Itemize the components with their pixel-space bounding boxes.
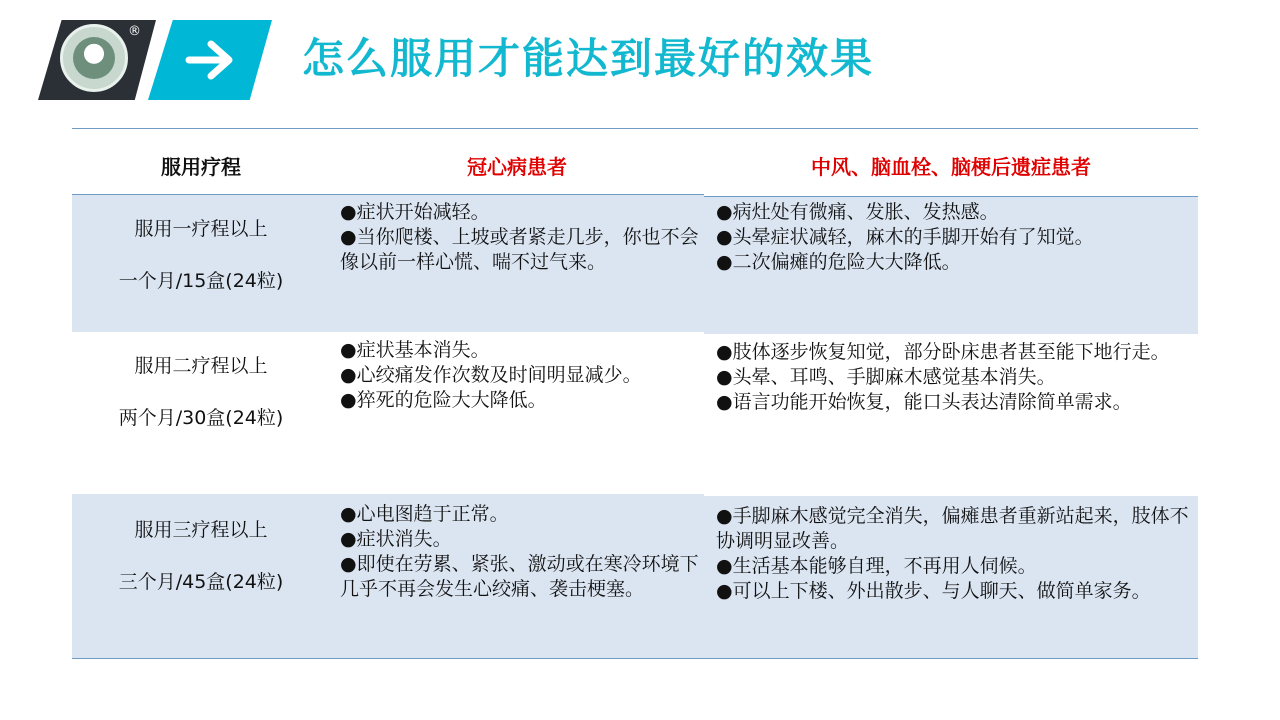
page-title: 怎么服用才能达到最好的效果 bbox=[302, 34, 875, 83]
row-1-stroke-cell: ●病灶处有微痛、发胀、发热感。 ●头晕症状减轻，麻木的手脚开始有了知觉。 ●二次偏瘫的危险大大降低。 bbox=[716, 201, 1094, 273]
header-stroke: 中风、脑血栓、脑梗后遗症患者 bbox=[811, 155, 1091, 179]
arrow-right-icon bbox=[185, 38, 237, 82]
row-3-course-amount: 三个月/45盒(24粒) bbox=[118, 571, 284, 593]
row-2-stroke-cell: ●肢体逐步恢复知觉，部分卧床患者甚至能下地行走。 ●头晕、耳鸣、手脚麻木感觉基本消失。 ●语言功能开始恢复，能口头表达清除简单需求。 bbox=[716, 341, 1170, 413]
table-bottom-rule bbox=[72, 658, 1198, 659]
row-1-course-amount: 一个月/15盒(24粒) bbox=[118, 270, 284, 292]
registered-mark: ® bbox=[128, 24, 141, 39]
row-2-course-label: 服用二疗程以上 bbox=[134, 355, 268, 377]
header-rule-right bbox=[704, 196, 1198, 197]
row-3-stroke-cell: ●手脚麻木感觉完全消失，偏瘫患者重新站起来，肢体不协调明显改善。 ●生活基本能够自理，不再用人伺候。 ●可以上下楼、外出散步、与人聊天、做简单家务。 bbox=[716, 505, 1189, 602]
table-top-rule bbox=[72, 128, 1198, 129]
header-rule-left bbox=[72, 194, 704, 195]
row-3-course-label: 服用三疗程以上 bbox=[134, 519, 268, 541]
row-1-coronary-cell: ●症状开始减轻。 ●当你爬楼、上坡或者紧走几步，你也不会像以前一样心慌、喘不过气来。 bbox=[340, 201, 699, 273]
header-coronary: 冠心病患者 bbox=[467, 155, 567, 179]
row-2-coronary-cell: ●症状基本消失。 ●心绞痛发作次数及时间明显减少。 ●猝死的危险大大降低。 bbox=[340, 339, 642, 411]
brand-logo bbox=[60, 24, 128, 92]
row-3-coronary-cell: ●心电图趋于正常。 ●症状消失。 ●即使在劳累、紧张、激动或在寒冷环境下几乎不再会发生心绞痛、袭击梗塞。 bbox=[340, 503, 699, 600]
row-1-course-label: 服用一疗程以上 bbox=[134, 218, 268, 240]
dosage-table bbox=[72, 128, 1198, 660]
logo-emblem-icon bbox=[73, 37, 115, 79]
header-course: 服用疗程 bbox=[161, 155, 241, 179]
row-2-course-amount: 两个月/30盒(24粒) bbox=[118, 407, 284, 429]
